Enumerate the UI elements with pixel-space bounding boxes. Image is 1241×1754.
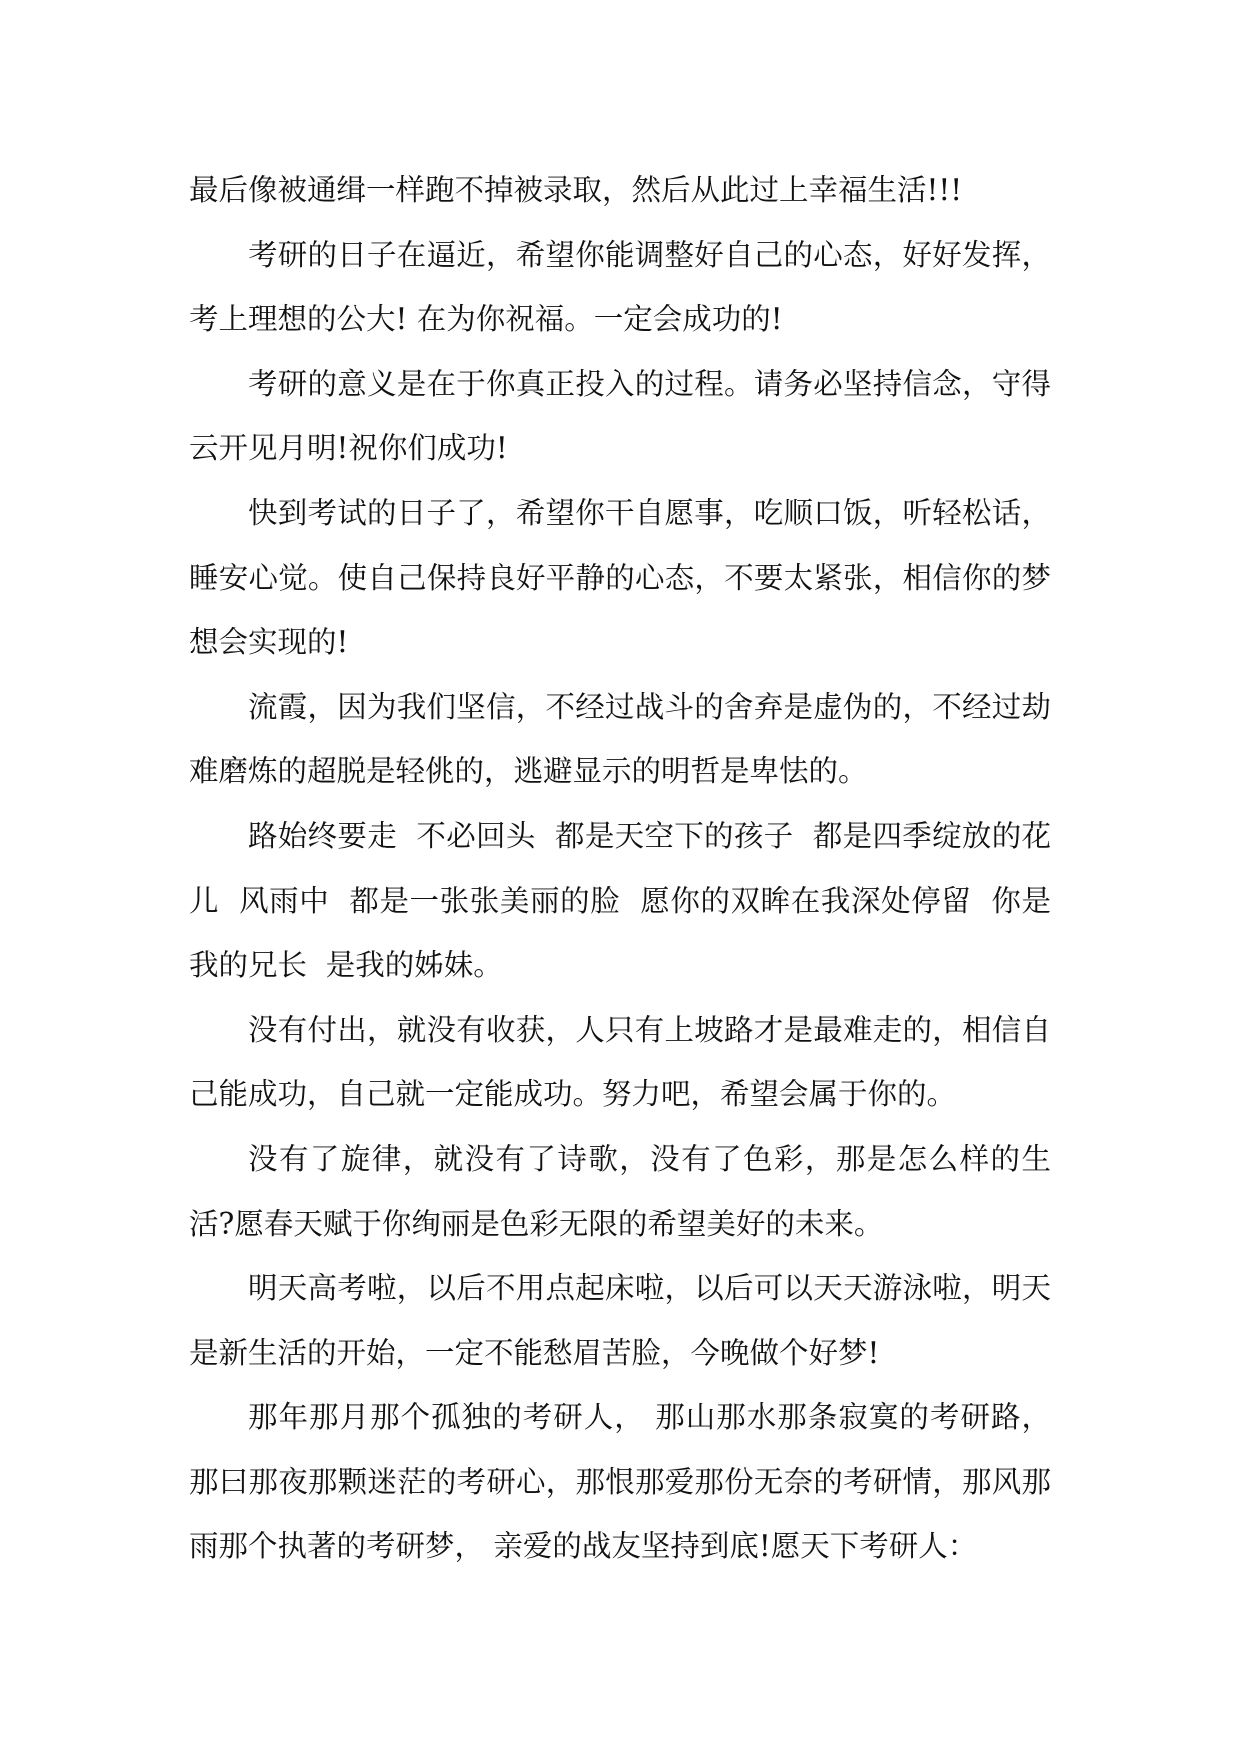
paragraph-4: 快到考试的日子了，希望你干自愿事，吃顺口饭，听轻松话，睡安心觉。使自己保持良好平静的心态，不要太紧张，相信你的梦想会实现的! xyxy=(189,495,1051,660)
paragraph-7: 没有付出，就没有收获，人只有上坡路才是最难走的，相信自己能成功，自己就一定能成功。努力吧，希望会属于你的。 xyxy=(189,1012,1051,1112)
paragraph-6: 路始终要走 不必回头 都是天空下的孩子 都是四季绽放的花儿 风雨中 都是一张张美丽的脸 愿你的双眸在我深处停留 你是我的兄长 是我的姊妹。 xyxy=(189,818,1051,983)
paragraph-9: 明天高考啦，以后不用点起床啦，以后可以天天游泳啦，明天是新生活的开始，一定不能愁眉苦脸，今晚做个好梦! xyxy=(189,1271,1051,1370)
paragraph-10: 那年那月那个孤独的考研人， 那山那水那条寂寞的考研路，那曰那夜那颗迷茫的考研心，那恨那爱那份无奈的考研情，那风那雨那个执著的考研梦， 亲爱的战友坚持到底!愿天下考研人： xyxy=(189,1400,1051,1564)
paragraph-1: 最后像被通缉一样跑不掉被录取，然后从此过上幸福生活!!! xyxy=(189,173,963,207)
paragraph-5: 流霞，因为我们坚信，不经过战斗的舍弃是虚伪的，不经过劫难磨炼的超脱是轻佻的，逃避显示的明哲是卑怯的。 xyxy=(189,689,1051,789)
paragraph-3: 考研的意义是在于你真正投入的过程。请务必坚持信念，守得云开见月明!祝你们成功! xyxy=(189,366,1051,466)
document-body xyxy=(189,158,1051,1579)
paragraph-2: 考研的日子在逼近，希望你能调整好自己的心态，好好发挥，考上理想的公大! 在为你祝福。一定会成功的! xyxy=(189,237,1051,337)
paragraph-8: 没有了旋律，就没有了诗歌，没有了色彩，那是怎么样的生活?愿春天赋于你绚丽是色彩无限的希望美好的未来。 xyxy=(189,1141,1051,1241)
